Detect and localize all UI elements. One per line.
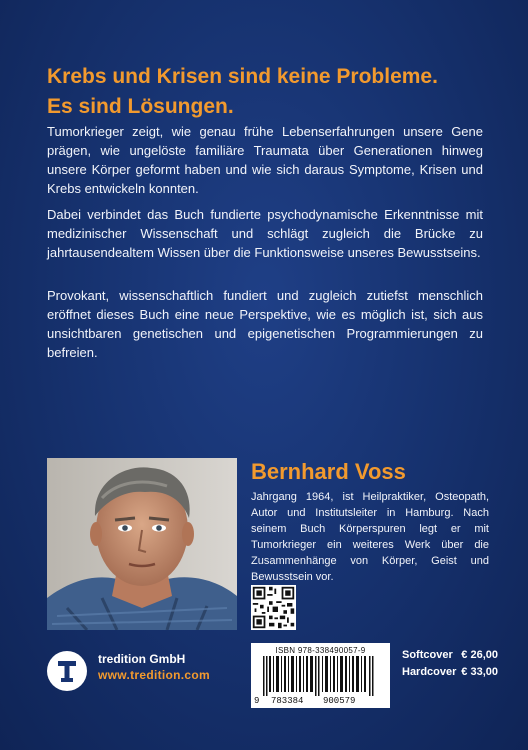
blurb-paragraph-3: Provokant, wissenschaftlich fundiert und zugleich zutiefst menschlich eröffnet dieses Buch eine neue Perspektive, wie es möglich ist, sich aus unsichtbaren genetischen und epigenetischen Programmierungen zu befreien. bbox=[47, 288, 483, 360]
headline-line-1: Krebs und Krisen sind keine Probleme. bbox=[47, 65, 438, 88]
publisher-url[interactable]: www.tredition.com bbox=[98, 668, 210, 682]
price-label: Hardcover bbox=[402, 666, 457, 678]
barcode-digits-right: 900579 bbox=[323, 696, 356, 706]
publisher-name: tredition GmbH bbox=[98, 652, 186, 666]
headline-line-2: Es sind Lösungen. bbox=[47, 95, 234, 118]
back-cover-headline bbox=[47, 62, 487, 122]
barcode-bars bbox=[263, 656, 378, 696]
author-photo bbox=[47, 458, 237, 630]
tredition-logo-icon bbox=[47, 651, 87, 691]
author-portrait-illustration bbox=[47, 458, 237, 630]
author-bio: Jahrgang 1964, ist Heilpraktiker, Osteopath, Autor und Institutsleiter in Hamburg. Nach seinem Buch Körperspuren legt er mit Tumorkrieger ein weiteres Werk über die Zusammenhänge von Körper, Geist und Bewusstsein vor. bbox=[251, 491, 489, 583]
qr-code-icon[interactable] bbox=[251, 585, 296, 630]
blurb-paragraph-1: Tumorkrieger zeigt, wie genau frühe Lebenserfahrungen unsere Gene prägen, wie ungelöste familiäre Traumata über Generationen hinweg unsere Körper geformt haben und wie sich daraus Symptome, Krisen und Krebs entwickeln konnten. bbox=[47, 124, 483, 196]
price-value: € 26,00 bbox=[461, 649, 498, 661]
price-label: Softcover bbox=[402, 649, 453, 661]
blurb-paragraph-2: Dabei verbindet das Buch fundierte psychodynamische Erkenntnisse mit medizinischer Wissenschaft und schlägt zugleich die Brücke zu jahrtausendealtem Wissen über die Funktionsweise unseres Bewusstseins. bbox=[47, 207, 483, 260]
barcode-digits-left: 783384 bbox=[271, 696, 304, 706]
author-name: Bernhard Voss bbox=[251, 459, 406, 484]
barcode-lead-digit: 9 bbox=[254, 696, 260, 706]
price-value: € 33,00 bbox=[461, 666, 498, 678]
isbn-barcode bbox=[251, 643, 390, 708]
isbn-number: ISBN 978-338490057-9 bbox=[275, 646, 366, 655]
